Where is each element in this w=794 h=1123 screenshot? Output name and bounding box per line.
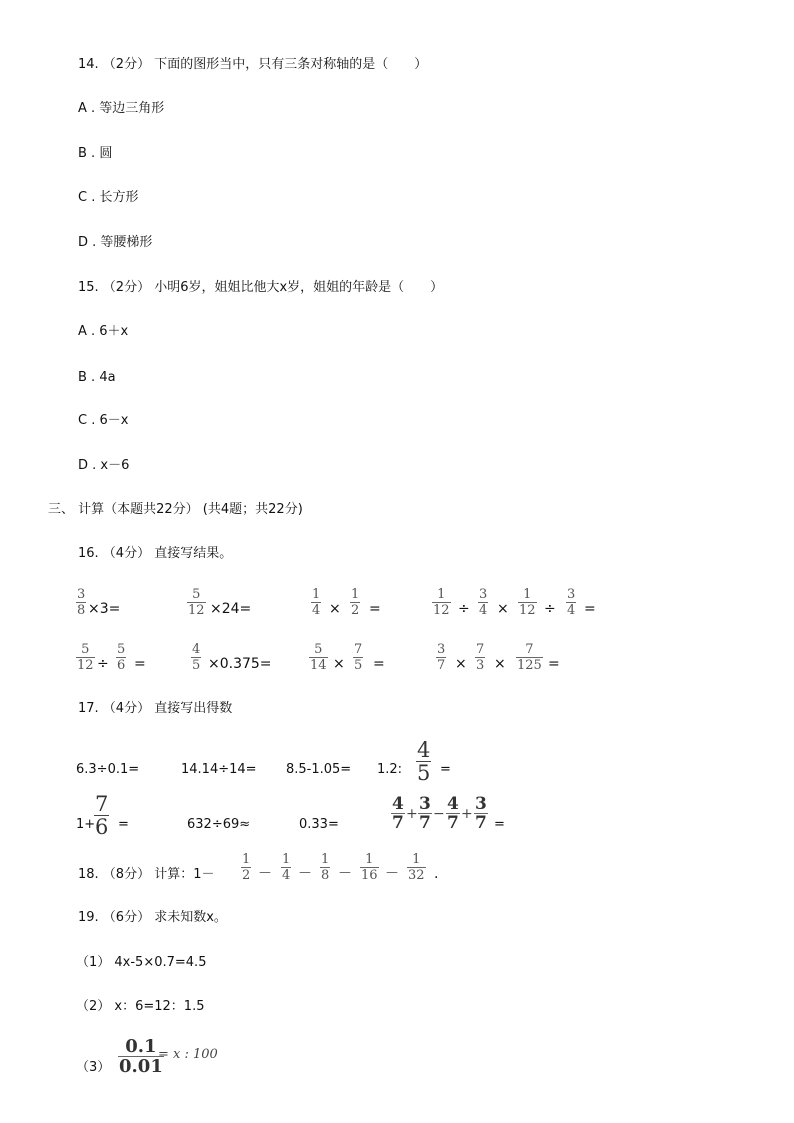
q16-r1-fraction-d4 (566, 588, 576, 617)
denominator: 5 (417, 761, 431, 785)
numerator: 5 (117, 642, 126, 657)
q19-part-3-fraction (118, 1038, 164, 1075)
q16-r2-fraction-b (191, 643, 201, 672)
numerator: 1 (242, 852, 251, 867)
denominator: 12 (433, 603, 450, 618)
q19-part-1: （1） 4x-5×0.7=4.5 (76, 955, 207, 970)
numerator: 1 (437, 587, 446, 602)
q16-r2-fraction-a2 (116, 643, 126, 672)
times-sign: × (497, 601, 509, 617)
minus-sign: － (258, 866, 272, 882)
numerator: 7 (354, 642, 363, 657)
q17-r2-fraction-g4 (474, 796, 488, 831)
q16-r2-fraction-a1 (76, 643, 95, 672)
q18-fraction-2 (281, 853, 291, 882)
q17-r2-expr-2: 632÷69≈ (187, 817, 251, 832)
minus-sign: － (385, 866, 399, 882)
denominator: 7 (419, 813, 431, 833)
denominator: 12 (188, 603, 205, 618)
denominator: 8 (321, 868, 330, 883)
q14-option-c[interactable]: C . 长方形 (78, 190, 139, 205)
numerator: 1 (365, 852, 374, 867)
q16-r1-a-tail: ×3= (88, 601, 121, 617)
numerator: 7 (525, 642, 534, 657)
denominator: 2 (351, 603, 360, 618)
q14-option-b[interactable]: B . 圆 (78, 146, 113, 161)
denominator: 16 (361, 868, 378, 883)
q16-r1-fraction-c1 (311, 588, 321, 617)
q17-r2-expr-3: 0.33= (299, 817, 339, 832)
q17-r2-fraction (94, 794, 109, 837)
denominator: 4 (282, 868, 291, 883)
q19-part-3-label: （3） (76, 1060, 111, 1075)
numerator: 7 (476, 642, 485, 657)
q15-option-c[interactable]: C . 6－x (78, 413, 129, 428)
denominator: 12 (519, 603, 536, 618)
period: . (434, 866, 439, 882)
q15-option-d[interactable]: D . x－6 (78, 458, 130, 473)
denominator: 7 (392, 813, 404, 833)
equals-sign: = (548, 656, 560, 672)
equals-sign: = (440, 762, 451, 777)
q17-r2-fraction-g2 (418, 796, 432, 831)
denominator: 3 (476, 658, 485, 673)
q16-r1-fraction-d3 (518, 588, 537, 617)
section-3-heading: 三、 计算（本题共22分） (共4题；共22分) (48, 502, 303, 517)
denominator: 12 (77, 658, 94, 673)
q19-part-2: （2） x：6=12：1.5 (76, 999, 205, 1014)
numerator: 3 (77, 587, 86, 602)
denominator: 7 (475, 813, 487, 833)
denominator: 6 (95, 815, 109, 839)
divide-sign: ÷ (97, 656, 109, 672)
q17-r1-expr-4: 1.2: (377, 762, 403, 777)
q17-r2-fraction-g1 (391, 796, 405, 831)
q16-r2-fraction-c2 (353, 643, 363, 672)
q16-r2-fraction-c1 (309, 643, 328, 672)
numerator: 4 (417, 738, 431, 762)
q14-option-a[interactable]: A . 等边三角形 (78, 101, 165, 116)
equals-sign: = (118, 817, 129, 832)
plus-sign: + (406, 806, 418, 822)
denominator: 7 (437, 658, 446, 673)
q18-fraction-1 (241, 853, 251, 882)
times-sign: × (333, 656, 345, 672)
numerator: 1 (282, 852, 291, 867)
times-sign: × (494, 656, 506, 672)
q15-option-b[interactable]: B . 4a (78, 370, 116, 385)
q14-option-d[interactable]: D . 等腰梯形 (78, 235, 153, 250)
minus-sign: － (298, 866, 312, 882)
equals-sign: = (369, 601, 381, 617)
q17-r2-fraction-g3 (446, 796, 460, 831)
q16-r2-b-tail: ×0.375= (208, 656, 272, 672)
numerator: 1 (412, 852, 421, 867)
question-18-title: 18. （8分） 计算：1－ (78, 867, 215, 882)
denominator: 6 (117, 658, 126, 673)
question-16-title: 16. （4分） 直接写结果。 (78, 546, 233, 561)
denominator: 4 (312, 603, 321, 618)
numerator: 4 (392, 794, 404, 814)
numerator: 3 (419, 794, 431, 814)
denominator: 14 (310, 658, 327, 673)
denominator: 7 (447, 813, 459, 833)
numerator: 7 (95, 792, 109, 816)
q18-fraction-5 (407, 853, 426, 882)
divide-sign: ÷ (544, 601, 556, 617)
q16-r1-b-tail: ×24= (210, 601, 252, 617)
q16-r1-fraction-d2 (478, 588, 488, 617)
numerator: 4 (447, 794, 459, 814)
q16-r1-fraction-c2 (350, 588, 360, 617)
numerator: 3 (475, 794, 487, 814)
q18-fraction-3 (320, 853, 330, 882)
times-sign: × (329, 601, 341, 617)
q17-r1-fraction (416, 740, 431, 783)
equals-sign: = (134, 656, 146, 672)
q16-r1-fraction-d1 (432, 588, 451, 617)
denominator: 5 (354, 658, 363, 673)
numerator: 3 (479, 587, 488, 602)
denominator: 5 (192, 658, 201, 673)
question-17-title: 17. （4分） 直接写出得数 (78, 701, 233, 716)
equals-sign: = (584, 601, 596, 617)
minus-sign: － (338, 866, 352, 882)
q16-r1-fraction-b (187, 588, 206, 617)
minus-sign: − (433, 806, 445, 822)
q19-part-3-tail: = x : 100 (158, 1047, 218, 1062)
numerator: 3 (567, 587, 576, 602)
q17-r1-expr-2: 14.14÷14= (181, 762, 257, 777)
numerator: 0.1 (125, 1036, 157, 1057)
q17-r1-expr-1: 6.3÷0.1= (76, 762, 140, 777)
q16-r2-fraction-d3 (516, 643, 543, 672)
denominator: 8 (77, 603, 86, 618)
denominator: 2 (242, 868, 251, 883)
denominator: 125 (517, 658, 542, 673)
question-19-title: 19. （6分） 求未知数x。 (78, 910, 227, 925)
q18-fraction-4 (360, 853, 379, 882)
question-14-title: 14. （2分） 下面的图形当中，只有三条对称轴的是（ ） (78, 57, 428, 72)
denominator: 0.01 (119, 1056, 163, 1077)
q15-option-a[interactable]: A . 6＋x (78, 324, 129, 339)
numerator: 1 (523, 587, 532, 602)
numerator: 1 (321, 852, 330, 867)
numerator: 1 (312, 587, 321, 602)
numerator: 5 (81, 642, 90, 657)
plus-sign: + (461, 806, 473, 822)
numerator: 4 (192, 642, 201, 657)
divide-sign: ÷ (458, 601, 470, 617)
denominator: 32 (408, 868, 425, 883)
numerator: 5 (314, 642, 323, 657)
equals-sign: = (373, 656, 385, 672)
q17-r2-prefix: 1+ (76, 817, 96, 832)
q16-r2-fraction-d2 (475, 643, 485, 672)
q17-r1-expr-3: 8.5-1.05= (286, 762, 352, 777)
numerator: 3 (437, 642, 446, 657)
q16-r1-fraction-a (76, 588, 86, 617)
denominator: 4 (567, 603, 576, 618)
equals-sign: = (494, 817, 505, 832)
times-sign: × (455, 656, 467, 672)
q16-r2-fraction-d1 (436, 643, 446, 672)
numerator: 1 (351, 587, 360, 602)
denominator: 4 (479, 603, 488, 618)
numerator: 5 (192, 587, 201, 602)
question-15-title: 15. （2分） 小明6岁，姐姐比他大x岁，姐姐的年龄是（ ） (78, 280, 444, 295)
